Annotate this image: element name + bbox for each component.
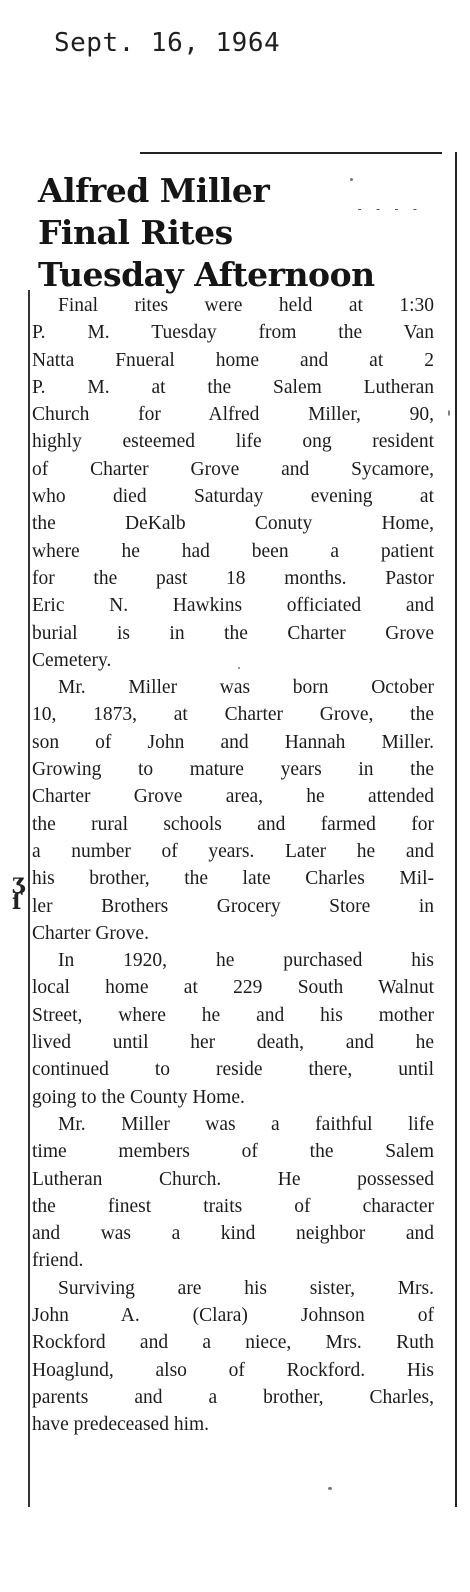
print-speck — [448, 410, 450, 416]
text-line: time members of the Salem — [32, 1141, 434, 1163]
article-headline — [38, 170, 438, 296]
clipping-right-rule — [455, 152, 457, 1507]
print-dash-mark: - - - - — [356, 202, 421, 216]
text-line: Growing to mature years in the — [32, 759, 434, 781]
article-paragraph — [32, 1111, 434, 1275]
clipping-top-rule — [140, 152, 442, 154]
text-line: Charter Grove. — [32, 922, 149, 944]
article-paragraph — [32, 292, 434, 674]
article-paragraph — [32, 1275, 434, 1439]
text-line: burial is in the Charter Grove — [32, 622, 434, 644]
text-line: have predeceased him. — [32, 1414, 210, 1436]
text-line: Lutheran Church. He possessed — [32, 1168, 434, 1190]
text-line: and was a kind neighbor and — [32, 1223, 434, 1245]
text-line: lived until her death, and he — [32, 1032, 434, 1054]
text-line: local home at 229 South Walnut — [32, 977, 434, 999]
text-line: P. M. Tuesday from the Van — [32, 322, 434, 344]
date-stamp: Sept. 16, 1964 — [54, 28, 281, 58]
text-line: Street, where he and his mother — [32, 1004, 434, 1026]
text-line: a number of years. Later he and — [32, 840, 434, 862]
text-line: Eric N. Hawkins officiated and — [32, 595, 434, 617]
text-line: Final rites were held at 1:30 — [58, 295, 434, 316]
text-line: P. M. at the Salem Lutheran — [32, 376, 434, 398]
article-paragraph — [32, 674, 434, 947]
text-line: John A. (Clara) Johnson of — [32, 1304, 434, 1326]
text-line: friend. — [32, 1250, 84, 1272]
newspaper-clipping — [12, 152, 456, 1507]
margin-ink-mark: ʒ ſ — [12, 869, 25, 915]
text-line: Church for Alfred Miller, 90, — [32, 404, 434, 426]
text-line: Hoaglund, also of Rockford. His — [32, 1359, 434, 1381]
text-line: who died Saturday evening at — [32, 486, 434, 508]
text-line: going to the County Home. — [32, 1086, 245, 1108]
text-line: Surviving are his sister, Mrs. — [58, 1277, 434, 1299]
headline-line: Final Rites — [38, 213, 233, 252]
headline-line: Alfred Miller — [38, 171, 270, 210]
text-line: parents and a brother, Charles, — [32, 1386, 434, 1408]
text-line: where he had been a patient — [32, 540, 434, 562]
clipping-left-rule — [28, 290, 30, 1507]
text-line: the finest traits of character — [32, 1195, 434, 1217]
text-line: Cemetery. — [32, 649, 112, 671]
text-line: Mr. Miller was born October — [58, 677, 434, 699]
text-line: continued to reside there, until — [32, 1059, 434, 1081]
headline-line: Tuesday Afternoon — [38, 255, 375, 294]
text-line: Mr. Miller was a faithful life — [58, 1113, 434, 1135]
article-body — [32, 292, 434, 1438]
text-line: the DeKalb Conuty Home, — [32, 513, 434, 535]
print-speck — [328, 1487, 332, 1490]
text-line: highly esteemed life ong resident — [32, 431, 434, 453]
text-line: ler Brothers Grocery Store in — [32, 895, 434, 917]
text-line: his brother, the late Charles Mil- — [32, 868, 434, 890]
text-line: of Charter Grove and Sycamore, — [32, 458, 434, 480]
article-paragraph — [32, 947, 434, 1111]
text-line: Natta Fnueral home and at 2 — [32, 349, 434, 371]
text-line: Rockford and a niece, Mrs. Ruth — [32, 1332, 434, 1354]
text-line: son of John and Hannah Miller. — [32, 731, 434, 753]
text-line: for the past 18 months. Pastor — [32, 567, 434, 589]
text-line: Charter Grove area, he attended — [32, 786, 434, 808]
text-line: In 1920, he purchased his — [58, 950, 434, 972]
text-line: 10, 1873, at Charter Grove, the — [32, 704, 434, 726]
text-line: the rural schools and farmed for — [32, 813, 434, 835]
